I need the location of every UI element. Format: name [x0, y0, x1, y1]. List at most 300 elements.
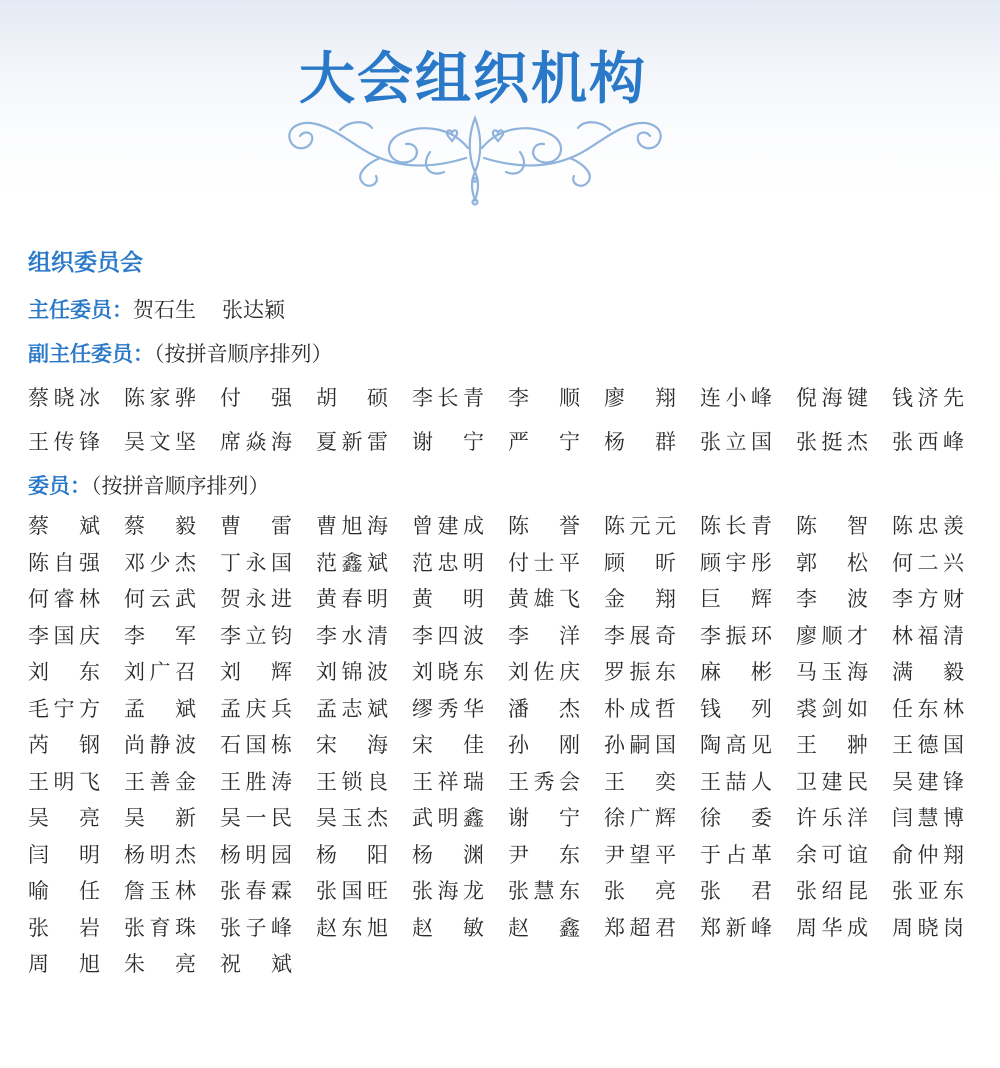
member-name-cell: [28, 837, 124, 874]
member-name-cell: [412, 508, 508, 545]
member-name-cell: [316, 873, 412, 910]
member-name-cell: [508, 837, 604, 874]
member-name-cell: [892, 545, 988, 582]
member-name-cell: [220, 508, 316, 545]
member-name-cell: [412, 800, 508, 837]
vice-chair-name-cell: [124, 420, 220, 464]
member-name: 李 波: [796, 587, 868, 611]
member-name: 张慧东: [508, 879, 580, 903]
chair-name: 贺石生: [133, 298, 196, 322]
member-name-cell: [508, 508, 604, 545]
member-name-cell: [412, 545, 508, 582]
member-name: 石国栋: [220, 733, 292, 757]
member-name-cell: [28, 727, 124, 764]
member-name: 卫建民: [796, 769, 868, 794]
member-name: 徐广辉: [604, 806, 676, 830]
member-name: 李 军: [124, 623, 196, 648]
member-name: 李展奇: [604, 623, 676, 648]
member-name-cell: [28, 618, 124, 655]
member-name: 范忠明: [412, 550, 484, 575]
member-name-cell: [316, 654, 412, 691]
member-name-cell: [508, 545, 604, 582]
member-name: 郑新峰: [700, 915, 772, 940]
member-name-cell: [220, 581, 316, 618]
member-name-cell: [796, 654, 892, 691]
member-name: 宋 海: [316, 733, 388, 757]
member-name: 王明飞: [28, 769, 100, 794]
member-name: 蔡 斌: [28, 514, 100, 538]
member-name-cell: [604, 837, 700, 874]
member-name: 郭 松: [796, 550, 868, 575]
vice-chair-name: 吴文坚: [124, 430, 196, 454]
member-name: 曹旭海: [316, 514, 388, 538]
member-name: 张海龙: [412, 879, 484, 903]
section-title: 组织委员会: [28, 250, 143, 276]
member-name-cell: [508, 691, 604, 728]
member-name: 徐 委: [700, 806, 772, 830]
vice-chair-name-cell: [700, 420, 796, 464]
vice-chair-name: 张立国: [700, 430, 772, 454]
member-name-cell: [124, 800, 220, 837]
member-name: 麻 彬: [700, 660, 772, 684]
member-name: 刘 辉: [220, 660, 292, 684]
vice-chair-name-cell: [796, 420, 892, 464]
member-name-cell: [892, 873, 988, 910]
member-name: 陶高见: [700, 733, 772, 757]
member-name: 蔡 毅: [124, 514, 196, 538]
page-title: 大会组织机构: [299, 47, 647, 112]
member-name: 刘 东: [28, 660, 100, 684]
member-name-cell: [508, 800, 604, 837]
vice-chair-name-cell: [700, 376, 796, 420]
header: [0, 0, 1000, 215]
member-name-cell: [316, 800, 412, 837]
member-name-cell: [28, 910, 124, 947]
member-name-cell: [28, 800, 124, 837]
member-name-cell: [412, 837, 508, 874]
member-name-cell: [220, 654, 316, 691]
member-name: 张 岩: [28, 915, 100, 940]
member-name: 张育珠: [124, 915, 196, 940]
member-name-cell: [316, 764, 412, 801]
vice-chair-name: 连小峰: [700, 386, 772, 410]
member-name-cell: [796, 800, 892, 837]
vice-chair-name-cell: [316, 376, 412, 420]
member-name: 陈自强: [28, 550, 100, 575]
member-name: 丁永国: [220, 550, 292, 575]
member-name: 付士平: [508, 550, 580, 575]
member-name: 朴成哲: [604, 696, 676, 721]
member-name-cell: [604, 581, 700, 618]
member-name-cell: [220, 946, 316, 983]
vice-chair-name-cell: [28, 376, 124, 420]
member-name: 吴建锋: [892, 769, 964, 794]
member-name-cell: [700, 654, 796, 691]
member-name-cell: [892, 654, 988, 691]
vice-chair-name: 席焱海: [220, 430, 292, 454]
committee-content: [28, 238, 978, 983]
member-name: 林福清: [892, 623, 964, 648]
vice-chairs-label: 副主任委员：: [28, 342, 154, 366]
member-name-cell: [700, 910, 796, 947]
member-name-cell: [220, 837, 316, 874]
member-name-cell: [796, 545, 892, 582]
member-name-cell: [508, 910, 604, 947]
member-name-cell: [124, 691, 220, 728]
vice-chair-name-cell: [796, 376, 892, 420]
vice-chair-name-cell: [508, 376, 604, 420]
member-name-cell: [316, 837, 412, 874]
member-name: 王喆人: [700, 769, 772, 794]
member-name-cell: [700, 545, 796, 582]
member-name: 祝 斌: [220, 952, 292, 976]
vice-chair-name: 张西峰: [892, 430, 964, 454]
member-name: 王 奕: [604, 769, 676, 794]
member-name-cell: [700, 727, 796, 764]
member-name: 张 君: [700, 879, 772, 903]
vice-chair-name: 李长青: [412, 386, 484, 410]
member-name: 李振环: [700, 623, 772, 648]
member-name-cell: [124, 910, 220, 947]
member-name: 张春霖: [220, 879, 292, 903]
member-name: 李立钧: [220, 623, 292, 648]
vice-chair-name-cell: [28, 420, 124, 464]
member-name-cell: [892, 618, 988, 655]
member-name-cell: [220, 691, 316, 728]
member-name: 尹望平: [604, 842, 676, 867]
member-name-cell: [412, 654, 508, 691]
member-name-cell: [316, 727, 412, 764]
member-name: 陈忠羡: [892, 514, 964, 538]
member-name-cell: [220, 618, 316, 655]
member-name-cell: [124, 764, 220, 801]
member-name: 杨明杰: [124, 842, 196, 867]
member-name: 刘晓东: [412, 660, 484, 684]
member-name-cell: [508, 654, 604, 691]
member-name-cell: [508, 581, 604, 618]
member-name: 刘佐庆: [508, 660, 580, 684]
member-name-cell: [412, 691, 508, 728]
vice-chair-name-cell: [316, 420, 412, 464]
member-name-cell: [412, 618, 508, 655]
member-name-cell: [604, 545, 700, 582]
member-name-cell: [124, 545, 220, 582]
member-name-cell: [604, 654, 700, 691]
member-name-cell: [124, 873, 220, 910]
member-name-cell: [892, 691, 988, 728]
members-label: 委员：: [28, 474, 91, 498]
member-name: 何云武: [124, 587, 196, 611]
member-name-cell: [124, 946, 220, 983]
member-name: 芮 钢: [28, 733, 100, 757]
member-name-cell: [508, 873, 604, 910]
member-name-cell: [220, 873, 316, 910]
member-name: 杨 渊: [412, 842, 484, 867]
member-name: 张亚东: [892, 879, 964, 903]
member-name: 廖顺才: [796, 623, 868, 648]
member-name-cell: [892, 581, 988, 618]
member-name-cell: [892, 800, 988, 837]
member-name: 潘 杰: [508, 696, 580, 721]
member-name-cell: [124, 654, 220, 691]
member-name: 周晓岗: [892, 915, 964, 940]
vice-chair-name: 王传锋: [28, 430, 100, 454]
member-name: 于占革: [700, 842, 772, 867]
member-name-cell: [700, 691, 796, 728]
member-name: 缪秀华: [412, 696, 484, 721]
member-name: 张子峰: [220, 915, 292, 940]
member-name-cell: [28, 873, 124, 910]
member-name-cell: [700, 618, 796, 655]
vice-chair-name-cell: [412, 420, 508, 464]
member-name-cell: [892, 764, 988, 801]
member-name: 王德国: [892, 733, 964, 757]
member-name: 宋 佳: [412, 733, 484, 757]
member-name-cell: [700, 837, 796, 874]
member-name-cell: [316, 691, 412, 728]
member-name-cell: [412, 910, 508, 947]
member-name-cell: [316, 508, 412, 545]
member-name-cell: [508, 764, 604, 801]
vice-chair-name: 廖 翔: [604, 386, 676, 410]
member-name: 杨 阳: [316, 842, 388, 867]
member-name-cell: [892, 910, 988, 947]
member-name-cell: [316, 910, 412, 947]
member-name-cell: [28, 545, 124, 582]
member-name: 赵东旭: [316, 915, 388, 940]
member-name: 俞仲翔: [892, 842, 964, 867]
chairs-label: 主任委员：: [28, 298, 133, 322]
member-name: 马玉海: [796, 660, 868, 684]
member-name: 郑超君: [604, 915, 676, 940]
member-name: 黄春明: [316, 587, 388, 611]
member-name: 贺永进: [220, 587, 292, 611]
vice-chair-name: 杨 群: [604, 430, 676, 454]
member-name: 吴 新: [124, 806, 196, 830]
member-name: 尚静波: [124, 733, 196, 757]
member-name: 周 旭: [28, 952, 100, 976]
member-name: 许乐洋: [796, 806, 868, 830]
member-name-cell: [28, 946, 124, 983]
member-name: 喻 任: [28, 879, 100, 903]
member-name: 李水清: [316, 623, 388, 648]
vice-chair-name-cell: [892, 420, 988, 464]
member-name-cell: [892, 837, 988, 874]
vice-chair-name-cell: [508, 420, 604, 464]
member-name-cell: [28, 581, 124, 618]
member-name: 陈长青: [700, 514, 772, 538]
member-name: 孙 刚: [508, 733, 580, 757]
member-name: 李四波: [412, 623, 484, 648]
member-name: 何睿林: [28, 587, 100, 611]
member-name: 孟志斌: [316, 696, 388, 721]
member-name-cell: [508, 618, 604, 655]
member-name: 王锁良: [316, 769, 388, 794]
member-name: 满 毅: [892, 660, 964, 684]
member-name-cell: [412, 581, 508, 618]
member-name: 李国庆: [28, 623, 100, 648]
member-name: 王胜涛: [220, 769, 292, 794]
vice-chair-name: 倪海键: [796, 386, 868, 410]
member-name: 闫 明: [28, 842, 100, 867]
member-name-cell: [28, 508, 124, 545]
member-name: 陈 誉: [508, 514, 580, 538]
member-name: 裘剑如: [796, 696, 868, 721]
vice-chair-name: 李 顺: [508, 386, 580, 410]
vice-chair-name: 胡 硕: [316, 386, 388, 410]
member-name: 吴一民: [220, 806, 292, 830]
member-name: 武明鑫: [412, 806, 484, 830]
member-name-cell: [124, 581, 220, 618]
chair-name: 张达颖: [222, 298, 285, 322]
vice-chair-name: 陈家骅: [124, 386, 196, 410]
member-name-cell: [700, 508, 796, 545]
member-name-cell: [124, 837, 220, 874]
member-name-cell: [28, 764, 124, 801]
vice-chair-name-cell: [220, 420, 316, 464]
member-name-cell: [796, 581, 892, 618]
member-name-cell: [124, 618, 220, 655]
member-name-cell: [604, 618, 700, 655]
vice-chair-name-cell: [412, 376, 508, 420]
member-name: 张 亮: [604, 879, 676, 903]
member-name-cell: [700, 800, 796, 837]
member-name-cell: [700, 581, 796, 618]
member-name-cell: [700, 873, 796, 910]
member-name-cell: [28, 654, 124, 691]
member-name-cell: [604, 727, 700, 764]
member-name-cell: [796, 764, 892, 801]
member-name: 孟庆兵: [220, 696, 292, 721]
member-name: 李方财: [892, 587, 964, 611]
vice-chairs-heading: [28, 332, 978, 376]
member-name-cell: [28, 691, 124, 728]
member-name-cell: [220, 545, 316, 582]
member-name: 谢 宁: [508, 806, 580, 830]
member-name-cell: [220, 910, 316, 947]
member-name: 毛宁方: [28, 696, 100, 721]
member-name: 陈 智: [796, 514, 868, 538]
vice-chair-name-cell: [604, 376, 700, 420]
member-name: 巨 辉: [700, 587, 772, 611]
member-name-cell: [604, 764, 700, 801]
flourish-ornament-icon: [280, 106, 670, 206]
vice-chair-name: 蔡晓冰: [28, 386, 100, 410]
member-name: 詹玉林: [124, 879, 196, 903]
member-name: 王祥瑞: [412, 769, 484, 794]
member-name-cell: [892, 727, 988, 764]
member-name: 尹 东: [508, 842, 580, 867]
member-name: 孟 斌: [124, 696, 196, 721]
member-name-cell: [508, 727, 604, 764]
member-name-cell: [796, 618, 892, 655]
vice-chairs-note: （按拼音顺序排列）: [154, 342, 333, 366]
member-name: 赵 鑫: [508, 915, 580, 940]
vice-chair-name-cell: [892, 376, 988, 420]
member-name: 吴玉杰: [316, 806, 388, 830]
vice-chair-name-cell: [124, 376, 220, 420]
member-name-cell: [604, 910, 700, 947]
member-name-cell: [412, 873, 508, 910]
member-name-cell: [604, 508, 700, 545]
vice-chair-name: 钱济先: [892, 386, 964, 410]
vice-chair-name: 夏新雷: [316, 430, 388, 454]
chairs-line: [28, 288, 978, 332]
member-name: 张绍昆: [796, 879, 868, 903]
member-name-cell: [796, 691, 892, 728]
member-name: 张国旺: [316, 879, 388, 903]
members-note: （按拼音顺序排列）: [91, 474, 270, 498]
members-heading: [28, 464, 978, 508]
member-name: 钱 列: [700, 696, 772, 721]
member-name: 王秀会: [508, 769, 580, 794]
member-name: 陈元元: [604, 514, 676, 538]
vice-chair-name: 张挺杰: [796, 430, 868, 454]
vice-chair-name: 谢 宁: [412, 430, 484, 454]
member-name-cell: [220, 800, 316, 837]
member-name: 何二兴: [892, 550, 964, 575]
member-name: 曹 雷: [220, 514, 292, 538]
member-name: 黄雄飞: [508, 587, 580, 611]
member-name-cell: [316, 618, 412, 655]
vice-chair-name: 付 强: [220, 386, 292, 410]
member-name: 王 翀: [796, 733, 868, 757]
member-name-cell: [796, 873, 892, 910]
member-name: 任东林: [892, 696, 964, 721]
vice-chair-name-cell: [220, 376, 316, 420]
member-name-cell: [796, 508, 892, 545]
member-name: 李 洋: [508, 623, 580, 648]
member-name-cell: [220, 764, 316, 801]
member-name: 曾建成: [412, 514, 484, 538]
member-name: 刘锦波: [316, 660, 388, 684]
member-name-cell: [124, 727, 220, 764]
member-name-cell: [604, 691, 700, 728]
member-name-cell: [316, 581, 412, 618]
member-name-cell: [796, 837, 892, 874]
member-name-cell: [220, 727, 316, 764]
member-name-cell: [796, 727, 892, 764]
member-name-cell: [124, 508, 220, 545]
member-name: 周华成: [796, 915, 868, 940]
member-name: 吴 亮: [28, 806, 100, 830]
member-name: 朱 亮: [124, 952, 196, 976]
member-name: 刘广召: [124, 660, 196, 684]
member-name: 邓少杰: [124, 550, 196, 575]
member-name: 罗振东: [604, 660, 676, 684]
member-name: 赵 敏: [412, 915, 484, 940]
member-name: 金 翔: [604, 587, 676, 611]
member-name: 顾 昕: [604, 550, 676, 575]
member-name: 杨明园: [220, 842, 292, 867]
member-name-cell: [892, 508, 988, 545]
member-name-cell: [316, 545, 412, 582]
member-name: 顾宇彤: [700, 550, 772, 575]
members-grid: [28, 508, 978, 983]
member-name-cell: [796, 910, 892, 947]
vice-chair-name-cell: [604, 420, 700, 464]
member-name: 黄 明: [412, 587, 484, 611]
member-name-cell: [604, 800, 700, 837]
member-name: 孙嗣国: [604, 733, 676, 757]
member-name-cell: [412, 764, 508, 801]
member-name: 闫慧博: [892, 806, 964, 830]
vice-chairs-grid: [28, 376, 978, 464]
member-name-cell: [412, 727, 508, 764]
vice-chair-name: 严 宁: [508, 430, 580, 454]
member-name: 余可谊: [796, 842, 868, 867]
member-name: 范鑫斌: [316, 550, 388, 575]
